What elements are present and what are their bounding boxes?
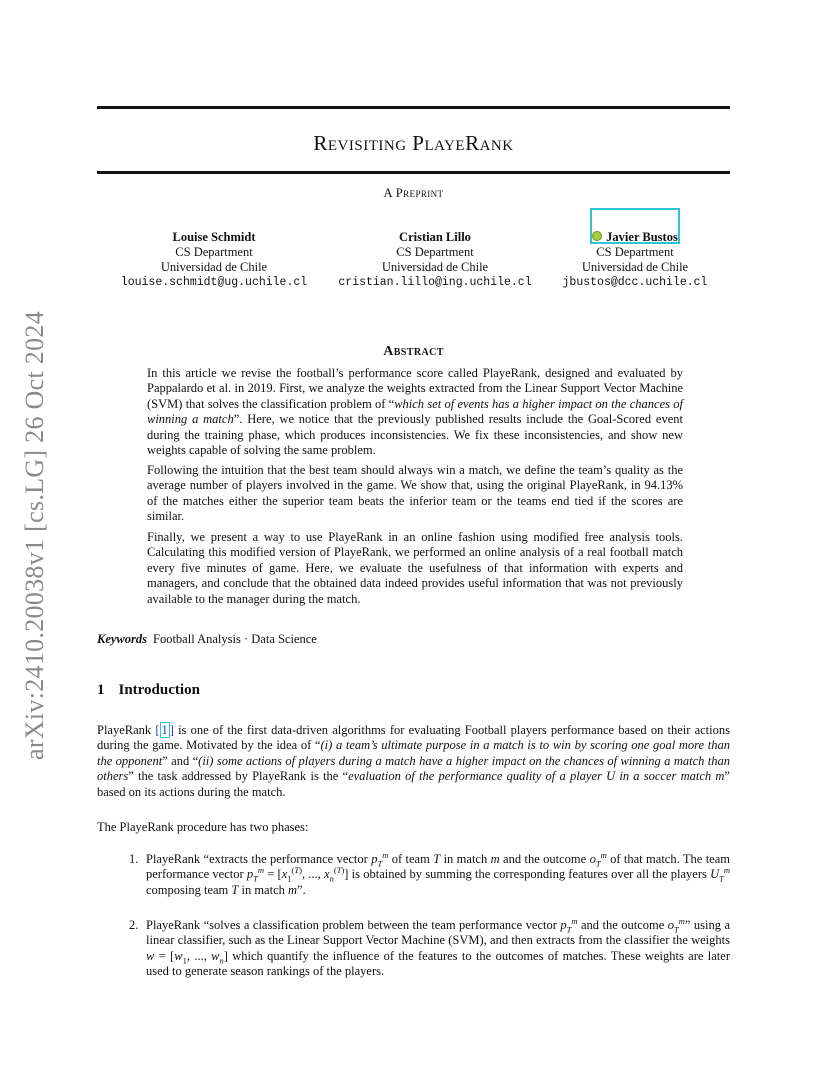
citation-number[interactable]: 1 xyxy=(161,723,168,737)
author-email[interactable]: jbustos@dcc.uchile.cl xyxy=(562,276,708,289)
intro-paragraph xyxy=(97,723,730,800)
arxiv-stamp[interactable]: arXiv:2410.20038v1 [cs.LG] 26 Oct 2024 xyxy=(20,311,49,760)
keywords-value: Football Analysis · Data Science xyxy=(153,632,317,646)
title-rule-top xyxy=(97,106,730,109)
author-affiliation: Universidad de Chile xyxy=(381,260,489,274)
list-item: 1. PlayeRank “extracts the performance vector $p_T^m$ of team T in match m and the outcome $o_T^m$ of that match. The team performance vector $p_T^m = [x_1^{(T)}$, ..., $x_n^{(T)}$] is obtained by summing the corresponding features over all the players $U_T^m$ composing team T in match m”. xyxy=(129,849,731,897)
phases-intro: The PlayeRank procedure has two phases: xyxy=(97,820,309,834)
author-email[interactable]: cristian.lillo@ing.uchile.cl xyxy=(338,276,532,289)
author-dept: CS Department xyxy=(396,245,474,259)
citation-link[interactable]: [ 1 ] xyxy=(155,723,174,737)
paper-title: Revisiting PlayeRank xyxy=(313,131,514,155)
author-name-with-orcid[interactable] xyxy=(555,230,715,245)
author-affiliation: Universidad de Chile xyxy=(160,260,268,274)
intro-quote: evaluation of the performance quality of a player U in a soccer match m xyxy=(348,769,725,784)
abstract-paragraph-2: Following the intuition that the best team should always win a match, we define the team’s quality as the average number of players involved in the game. We show that, using the original PlayeRank, in 94.13% of the matches either the superior team beats the inferior team or the teams end tied if the scores are similar. xyxy=(147,463,683,524)
abstract-text: In this article we revise the football’s performance score called PlayeRank, designed and evaluated by Pappalardo et al. in 2019. First, we analyze the weights extracted from the Linear Support Vector Machine (SVM) that solves the classification problem of “ xyxy=(147,366,683,411)
intro-text: PlayeRank xyxy=(97,723,156,737)
intro-quote: (i) a team’s ultimate purpose in a match is to win by scoring one goal more than the opponent xyxy=(97,738,730,768)
abstract-paragraph-3: Finally, we present a way to use PlayeRank in an online fashion using modified free analysis tools. Calculating this modified version of PlayeRank, we performed an online analysis of a real football match every five minutes of game. Here, we evaluate the usefulness of that information with experts and managers, and conclude that the obtained data indeed provides useful information that was not previously available to the manager during the match. xyxy=(147,530,683,606)
author-block-2 xyxy=(330,230,540,290)
intro-text: ” based on its actions during the match. xyxy=(97,769,730,799)
author-affiliation: Universidad de Chile xyxy=(581,260,689,274)
section-heading xyxy=(97,682,200,699)
orcid-icon[interactable] xyxy=(592,231,602,241)
intro-text: ” the task addressed by PlayeRank is the “ xyxy=(128,769,349,784)
intro-text: is one of the first data-driven algorithms for evaluating Football players performance based on their actions during the game. Motivated by the idea of “ xyxy=(97,723,730,753)
author-block-1 xyxy=(110,230,318,290)
list-marker: 1. xyxy=(129,852,139,866)
author-name: Cristian Lillo xyxy=(399,230,471,244)
list-item: 2. PlayeRank “solves a classification problem between the team performance vector $p_T^m$ and the outcome $o_T^m$” using a linear classifier, such as the Linear Support Vector Machine (SVM), and then extracts from the classifier the weights $w = [w_1$, ..., $w_n$] which quantify the influence of the features to the outcomes of matches. These weights are later used to generate season rankings of the players. xyxy=(129,915,730,979)
author-name: Javier Bustos xyxy=(606,230,678,244)
author-email[interactable]: louise.schmidt@ug.uchile.cl xyxy=(120,276,308,289)
section-title: Introduction xyxy=(118,682,200,698)
preprint-label: A Preprint xyxy=(383,186,444,200)
title-rule-bottom xyxy=(97,171,730,174)
intro-quote: (ii) some actions of players during a match have a higher impact on the chances of winning a match than others xyxy=(97,753,730,784)
intro-text: ” and “ xyxy=(162,753,199,768)
keywords-line xyxy=(97,632,317,647)
author-dept: CS Department xyxy=(175,245,253,259)
author-dept: CS Department xyxy=(596,245,674,259)
author-name: Louise Schmidt xyxy=(172,230,256,244)
abstract-paragraph-1 xyxy=(147,366,683,458)
keywords-label: Keywords xyxy=(97,632,147,646)
author-block-3 xyxy=(555,230,715,290)
abstract-text: ”. Here, we notice that the previously published results include the Goal-Scored event during the training phase, which produces inconsistencies. We fix these inconsistencies, and show new weights capable of solving the same problem. xyxy=(147,412,683,458)
abstract-heading: Abstract xyxy=(383,344,444,359)
list-marker: 2. xyxy=(129,918,139,932)
section-number: 1 xyxy=(97,682,105,698)
abstract-quote: which set of events has a higher impact on the chances of winning a match xyxy=(147,396,683,427)
